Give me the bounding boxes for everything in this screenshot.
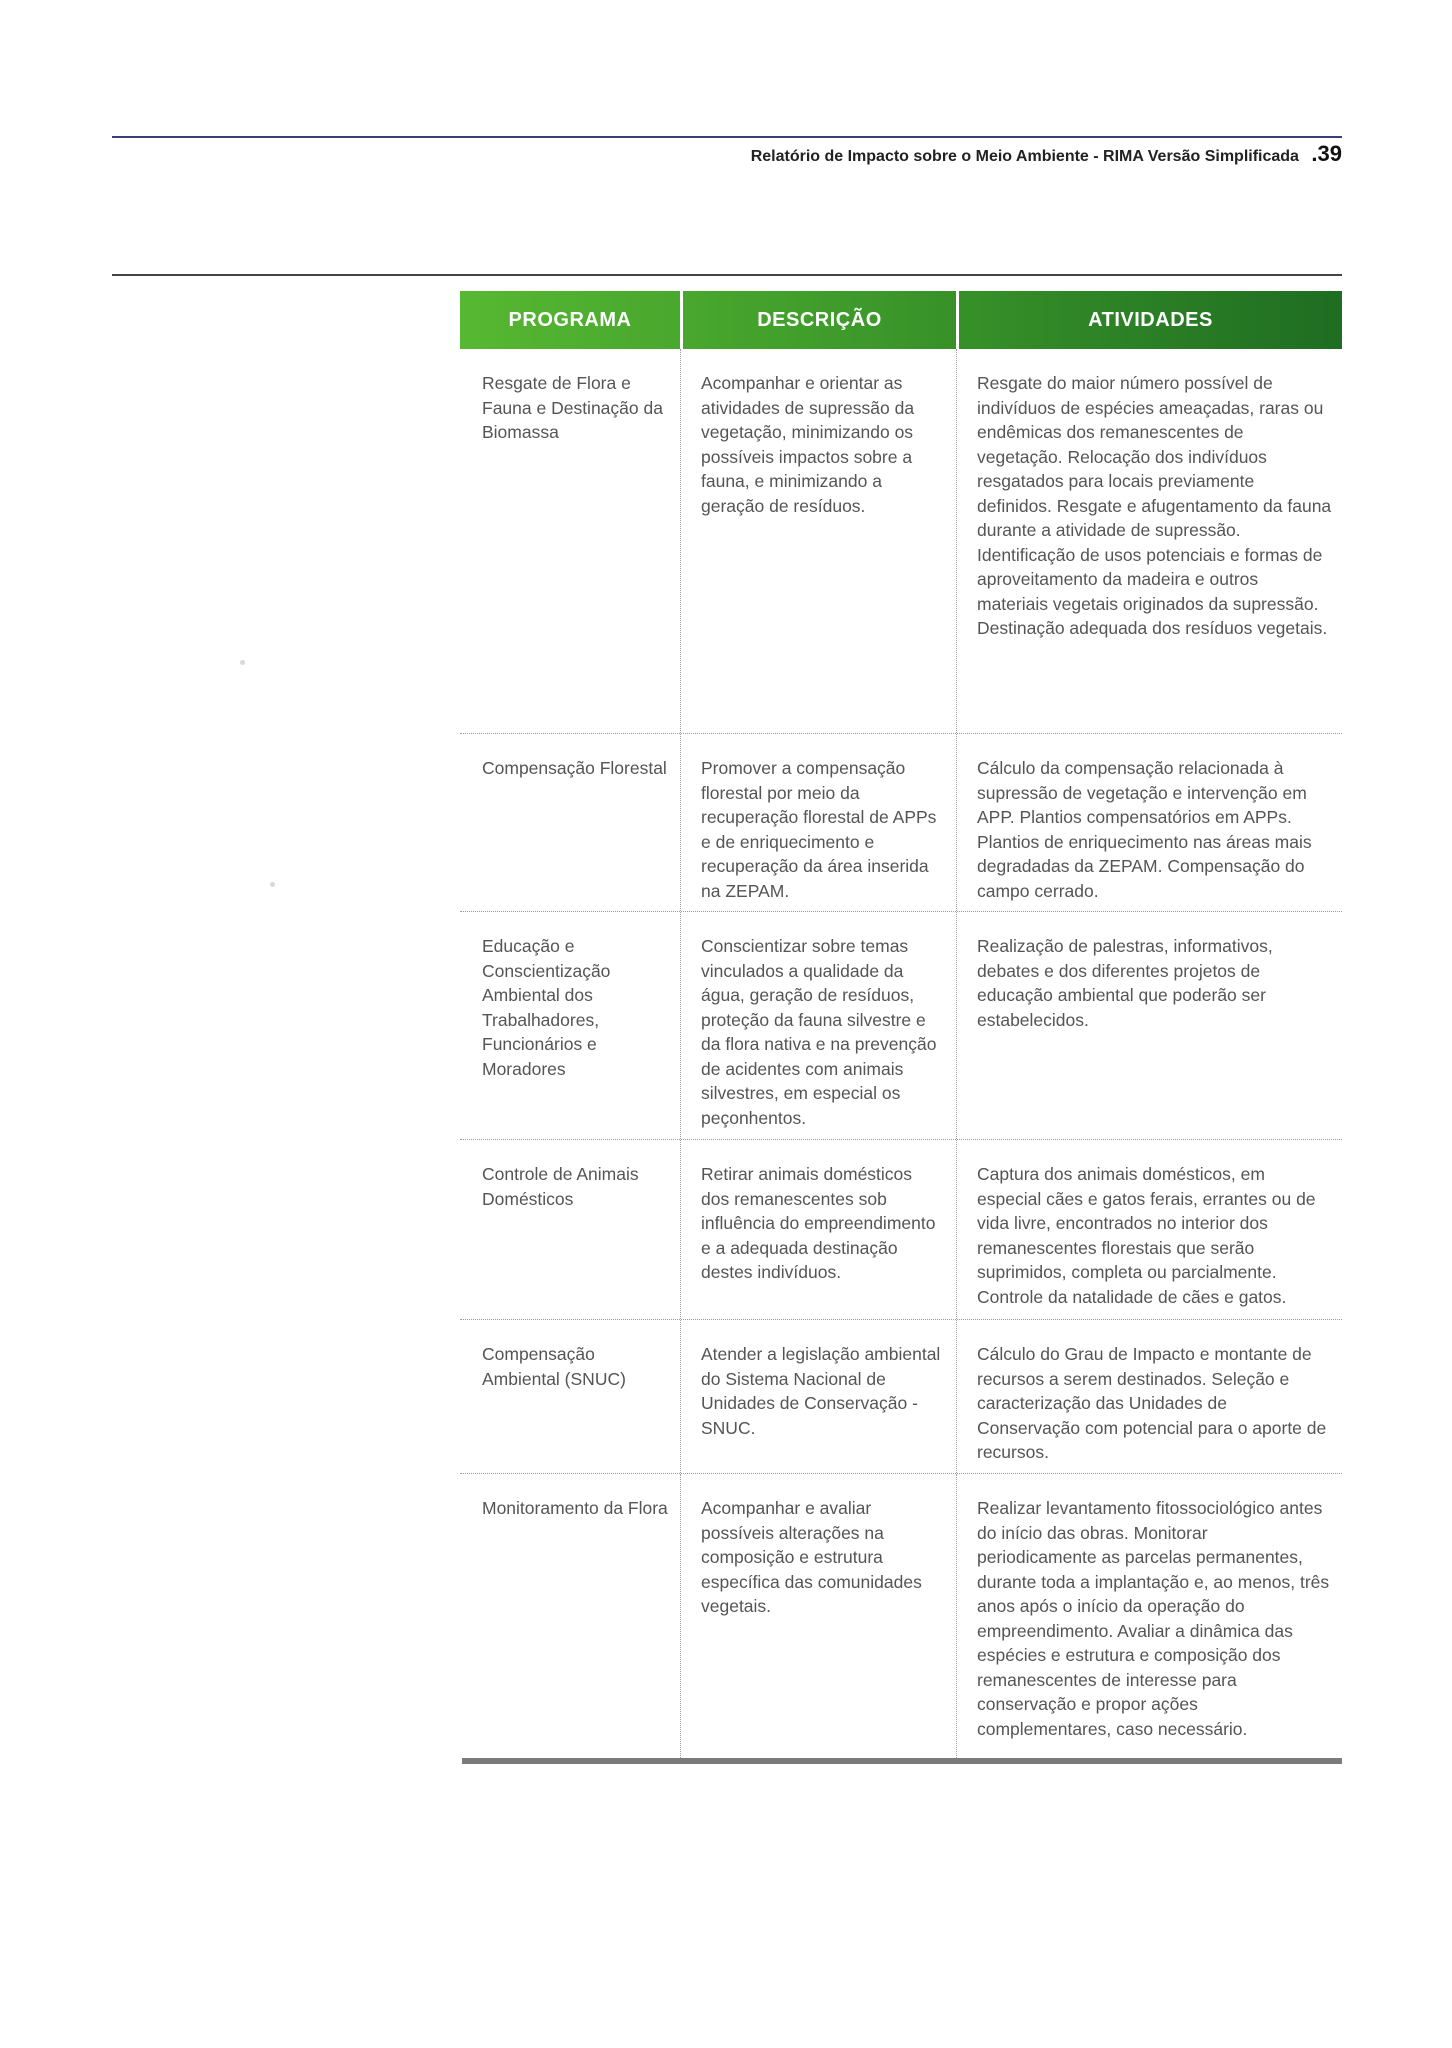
scan-speck xyxy=(240,660,245,665)
section-rule xyxy=(112,274,1342,276)
column-header-programa: PROGRAMA xyxy=(508,308,632,331)
descricao-cell: Promover a compensação florestal por meio da recuperação florestal de APPs e de enriquecimento e recuperação da área inserida na ZEPAM. xyxy=(680,734,956,911)
atividades-cell: Resgate do maior número possível de indivíduos de espécies ameaçadas, raras ou endêmicas dos remanescentes de vegetação. Relocação dos indivíduos resgatados para locais previamente definidos. Resgate e afugentamento da fauna durante a atividade de supressão. Identificação de usos potenciais e formas de aproveitamento da madeira e outros materiais vegetais originados da supressão. Destinação adequada dos resíduos vegetais. xyxy=(956,349,1342,733)
table-header xyxy=(460,291,1342,349)
running-header xyxy=(751,141,1342,167)
programa-cell: Compensação Florestal xyxy=(482,758,667,778)
column-header-descricao: DESCRIÇÃO xyxy=(680,291,956,349)
atividades-cell: Cálculo do Grau de Impacto e montante de recursos a serem destinados. Seleção e caracterização das Unidades de Conservação com potencial para o aporte de recursos. xyxy=(956,1320,1342,1473)
column-header-atividades: ATIVIDADES xyxy=(956,291,1342,349)
programa-cell: Monitoramento da Flora xyxy=(482,1498,668,1518)
atividades-cell: Cálculo da compensação relacionada à supressão de vegetação e intervenção em APP. Plantios compensatórios em APPs. Plantios de enriquecimento nas áreas mais degradadas da ZEPAM. Compensação do campo cerrado. xyxy=(956,734,1342,911)
programa-cell: Compensação Ambiental (SNUC) xyxy=(482,1344,626,1389)
table-row xyxy=(460,734,1342,912)
descricao-cell: Acompanhar e avaliar possíveis alterações na composição e estrutura específica das comunidades vegetais. xyxy=(680,1474,956,1758)
descricao-cell: Conscientizar sobre temas vinculados a qualidade da água, geração de resíduos, proteção da fauna silvestre e da flora nativa e na prevenção de acidentes com animais silvestres, em especial os peçonhentos. xyxy=(680,912,956,1139)
table-row xyxy=(460,912,1342,1140)
programa-cell: Resgate de Flora e Fauna e Destinação da Biomassa xyxy=(482,373,663,442)
table-row xyxy=(460,349,1342,734)
page-number: .39 xyxy=(1311,141,1342,166)
report-title: Relatório de Impacto sobre o Meio Ambiente - RIMA Versão Simplificada xyxy=(750,148,1299,165)
descricao-cell: Acompanhar e orientar as atividades de supressão da vegetação, minimizando os possíveis impactos sobre a fauna, e minimizando a geração de resíduos. xyxy=(680,349,956,733)
scan-speck xyxy=(270,882,275,887)
table-row xyxy=(460,1320,1342,1474)
table-row xyxy=(460,1474,1342,1758)
atividades-cell: Captura dos animais domésticos, em especial cães e gatos ferais, errantes ou de vida livre, encontrados no interior dos remanescentes florestais que serão suprimidos, completa ou parcialmente. Controle da natalidade de cães e gatos. xyxy=(956,1140,1342,1319)
table-bottom-rule xyxy=(462,1758,1342,1764)
table-row xyxy=(460,1140,1342,1320)
programa-cell: Educação e Conscientização Ambiental dos Trabalhadores, Funcionários e Moradores xyxy=(482,936,611,1079)
atividades-cell: Realização de palestras, informativos, debates e dos diferentes projetos de educação ambiental que poderão ser estabelecidos. xyxy=(956,912,1342,1139)
descricao-cell: Retirar animais domésticos dos remanescentes sob influência do empreendimento e a adequada destinação destes indivíduos. xyxy=(680,1140,956,1319)
top-rule xyxy=(112,136,1342,138)
programs-table xyxy=(460,291,1342,1758)
descricao-cell: Atender a legislação ambiental do Sistema Nacional de Unidades de Conservação - SNUC. xyxy=(680,1320,956,1473)
atividades-cell: Realizar levantamento fitossociológico antes do início das obras. Monitorar periodicamente as parcelas permanentes, durante toda a implantação e, ao menos, três anos após o início da operação do empreendimento. Avaliar a dinâmica das espécies e estrutura e composição dos remanescentes de interesse para conservação e propor ações complementares, caso necessário. xyxy=(956,1474,1342,1758)
programa-cell: Controle de Animais Domésticos xyxy=(482,1164,639,1209)
